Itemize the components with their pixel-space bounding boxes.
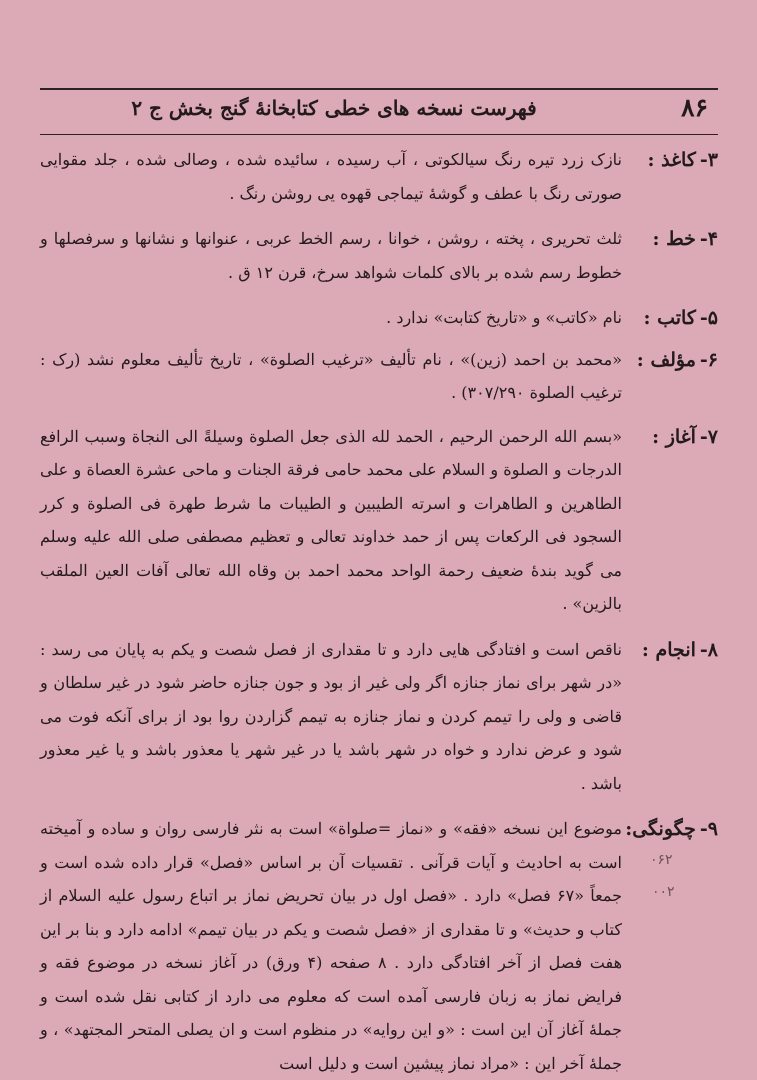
- entry-text: ناقص است و افتادگی هایی دارد و تا مقداری از فصل شصت و یکم به پایان می رسد : «در شهر برای نماز جنازه اگر ولی غیر از بود و جون جنازه حاضر شود در غیر سلطان و قاضی و ولی را تیمم کردن و نماز جنازه به تیمم گزاردن روا بود از برای آنکه فوت می شود و عرض ندارد و خواه در شهر باشد یا در غیر شهر یا معذور باشد و یا غیر معذور باشد .: [40, 639, 623, 793]
- entry-number: ۷-: [699, 425, 718, 448]
- entry-number: ۴-: [699, 228, 718, 250]
- entry-label: کاغذ: [661, 149, 696, 171]
- entry-ending: [40, 633, 718, 801]
- entry-text: «بسم الله الرحمن الرحیم ، الحمد لله الذی جعل الصلوة وسیلةً الی النجاة وسبب الرافع الدرجات و الصلوة و السلام علی محمد حامی فرقة الجنات و ماحی عشرة العصاة و علی الطاهرین و الطاهرات و اسرته الطیبین و الطیبات ما شرط طهرة فی الصلوة و کرر السجود فی الرکعات پس از حمد خداوند تعالی و تعظیم مصطفی صلی الله علیه وسلم می گوید بندهٔ ضعیف رحمة الواحد محمد احمد بن وقاه الله تعالی آفات العین الملقب بالزین» .: [40, 426, 622, 613]
- entry-label: خط: [666, 228, 696, 250]
- entry-label: انجام: [655, 638, 696, 661]
- running-title: فهرست نسخه های خطی کتابخانهٔ گنج بخش ج ۲: [131, 96, 537, 120]
- page-number: ۸۶: [681, 93, 708, 122]
- entry-number: ۶-: [699, 348, 718, 371]
- entry-text: نازک زرد تیره رنگ سیالکوتی ، آب رسیده ، سائیده شده ، وصالی شده ، جلد مقوایی صورتی رنگ با عطف و گوشهٔ تیماجی قهوه یی روشن رنگ .: [40, 150, 622, 203]
- entry-paper: [40, 143, 718, 210]
- entry-number: ۳-: [699, 149, 718, 171]
- entry-text: ثلث تحریری ، پخته ، روشن ، خوانا ، رسم الخط عربی ، عنوانها و نشانها و سرفصلها و خطوط رسم شده بر بالای کلمات شواهد سرخ، قرن ۱۲ ق .: [40, 229, 622, 282]
- entry-separator: :: [636, 348, 644, 371]
- page-header: [40, 88, 718, 135]
- entry-separator: :: [652, 228, 660, 250]
- entry-number: ۸-: [699, 638, 718, 661]
- entry-scribe: [40, 301, 718, 335]
- entry-separator: :: [652, 425, 660, 448]
- margin-note: ٠٠۲: [652, 884, 675, 900]
- entry-script: [40, 222, 718, 289]
- entry-beginning: [40, 420, 718, 621]
- entry-separator: :: [647, 149, 655, 171]
- entry-label: چگونگی: [632, 818, 696, 840]
- entry-label: مؤلف: [650, 348, 696, 371]
- entry-number: ۵-: [699, 307, 718, 329]
- entry-separator: :: [625, 818, 633, 840]
- entry-description: [40, 812, 718, 1080]
- margin-note: ٠۶۲: [650, 852, 673, 868]
- catalog-entries: [40, 143, 718, 1080]
- entry-label: کاتب: [657, 307, 696, 329]
- entry-text: موضوع این نسخه «فقه» و «نماز =صلواة» است به نثر فارسی روان و ساده و آمیخته است به احادیث و آیات قرآنی . تقسیات آن بر اساس «فصل» قرار داده شده است و جمعاً «۶۷ فصل» دارد . «فصل اول در بیان تحریض نماز بر اتباع رسول علیه السلام از کتاب و حدیث» و تا مقداری از «فصل شصت و یکم در بیان تیمم» ادامه دارد و بنا بر این هفت فصل از آخر افتادگی دارد . ۸ صفحه (۴ ورق) در آغاز نسخه در موضوع فقه و فرایض نماز به زبان فارسی آمده است که معلوم می دارد از کتابی نقل شده است و جملهٔ آغاز آن این است : «و این روایه» در منظوم است و ان یصلی المتحر المجتهد» ، و جملهٔ آخر این : «مراد نماز پیشین است و دلیل است: [40, 819, 623, 1073]
- entry-label: آغاز: [665, 425, 696, 448]
- entry-separator: :: [643, 307, 651, 329]
- entry-separator: :: [641, 638, 649, 661]
- entry-author: [40, 343, 718, 410]
- entry-text: «محمد بن احمد (زین)» ، نام تألیف «ترغیب الصلوة» ، تاریخ تألیف معلوم نشد (رک : ترغیب الصلوة ۳۰۷/۲۹۰) .: [40, 349, 622, 402]
- entry-number: ۹-: [699, 818, 718, 840]
- entry-text: نام «کاتب» و «تاریخ کتابت» ندارد .: [386, 308, 622, 327]
